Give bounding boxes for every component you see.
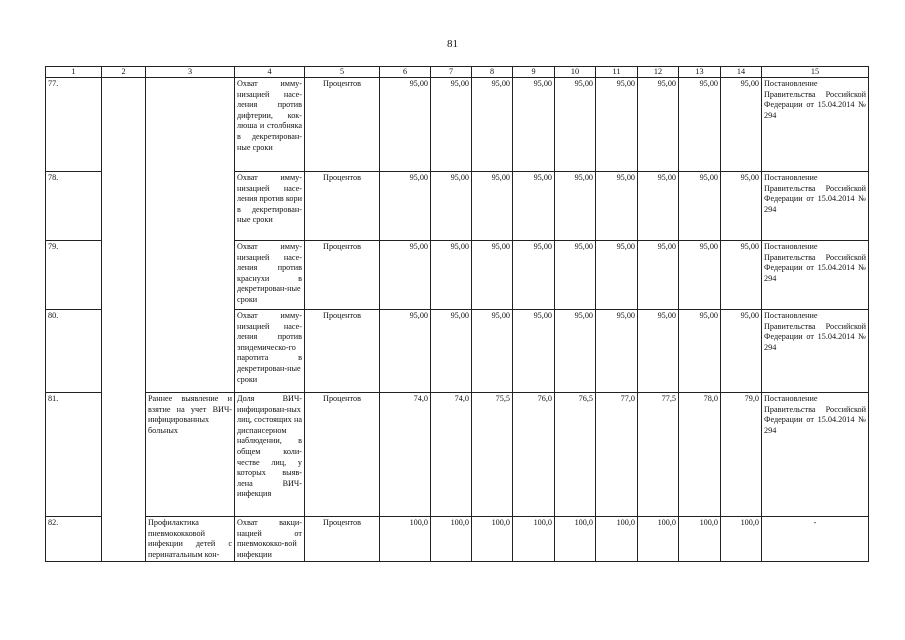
column-number: 6 bbox=[380, 67, 431, 78]
row-number-cell: 82. bbox=[46, 517, 102, 562]
indicator-cell: Доля ВИЧ-инфицирован-ных лиц, состоящих на диспансерном наблюдении, в общем коли-честве лиц, у которых выяв-лена ВИЧ-инфекция bbox=[235, 393, 305, 517]
unit-cell: Процентов bbox=[305, 241, 380, 310]
value-cell: 95,00 bbox=[721, 310, 762, 393]
column-number: 13 bbox=[679, 67, 721, 78]
value-cell: 95,00 bbox=[472, 78, 513, 172]
legal-reference-cell: Постановление Правительства Российской Федерации от 15.04.2014 № 294 bbox=[762, 310, 869, 393]
section-cell bbox=[102, 310, 146, 393]
value-cell: 95,00 bbox=[555, 78, 596, 172]
value-cell: 74,0 bbox=[380, 393, 431, 517]
value-cell: 95,00 bbox=[431, 241, 472, 310]
value-cell: 95,00 bbox=[513, 241, 555, 310]
column-number: 7 bbox=[431, 67, 472, 78]
value-cell: 95,00 bbox=[513, 310, 555, 393]
value-cell: 95,00 bbox=[638, 310, 679, 393]
value-cell: 95,00 bbox=[380, 78, 431, 172]
value-cell: 95,00 bbox=[721, 172, 762, 241]
value-cell: 95,00 bbox=[596, 241, 638, 310]
value-cell: 95,00 bbox=[431, 172, 472, 241]
column-number: 12 bbox=[638, 67, 679, 78]
task-cell bbox=[146, 310, 235, 393]
unit-cell: Процентов bbox=[305, 517, 380, 562]
value-cell: 95,00 bbox=[638, 241, 679, 310]
value-cell: 100,0 bbox=[596, 517, 638, 562]
value-cell: 79,0 bbox=[721, 393, 762, 517]
value-cell: 100,0 bbox=[431, 517, 472, 562]
value-cell: 100,0 bbox=[513, 517, 555, 562]
table-row bbox=[46, 241, 869, 310]
value-cell: 100,0 bbox=[380, 517, 431, 562]
value-cell: 95,00 bbox=[513, 78, 555, 172]
value-cell: 77,5 bbox=[638, 393, 679, 517]
value-cell: 100,0 bbox=[638, 517, 679, 562]
indicator-cell: Охват имму-низацией насе-ления против кори в декретирован-ные сроки bbox=[235, 172, 305, 241]
value-cell: 77,0 bbox=[596, 393, 638, 517]
value-cell: 75,5 bbox=[472, 393, 513, 517]
value-cell: 95,00 bbox=[431, 310, 472, 393]
row-number-cell: 79. bbox=[46, 241, 102, 310]
value-cell: 95,00 bbox=[638, 78, 679, 172]
legal-reference-cell: - bbox=[762, 517, 869, 562]
value-cell: 95,00 bbox=[380, 310, 431, 393]
legal-reference-cell: Постановление Правительства Российской Федерации от 15.04.2014 № 294 bbox=[762, 172, 869, 241]
value-cell: 74,0 bbox=[431, 393, 472, 517]
column-number: 9 bbox=[513, 67, 555, 78]
unit-cell: Процентов bbox=[305, 78, 380, 172]
legal-reference-cell: Постановление Правительства Российской Федерации от 15.04.2014 № 294 bbox=[762, 393, 869, 517]
column-number: 1 bbox=[46, 67, 102, 78]
table-row bbox=[46, 78, 869, 172]
task-cell bbox=[146, 241, 235, 310]
indicator-cell: Охват имму-низацией насе-ления против краснухи в декретирован-ные сроки bbox=[235, 241, 305, 310]
column-number: 8 bbox=[472, 67, 513, 78]
task-cell: Раннее выявление и взятие на учет ВИЧ-инфицированных больных bbox=[146, 393, 235, 517]
table-row bbox=[46, 517, 869, 562]
indicators-table bbox=[45, 66, 869, 562]
value-cell: 95,00 bbox=[380, 241, 431, 310]
row-number-cell: 77. bbox=[46, 78, 102, 172]
task-cell bbox=[146, 78, 235, 172]
value-cell: 76,5 bbox=[555, 393, 596, 517]
value-cell: 95,00 bbox=[721, 78, 762, 172]
value-cell: 100,0 bbox=[679, 517, 721, 562]
section-cell bbox=[102, 78, 146, 172]
column-number: 5 bbox=[305, 67, 380, 78]
indicator-cell: Охват имму-низацией насе-ления против дифтерии, кок-люша и столбняка в декретирован-ные сроки bbox=[235, 78, 305, 172]
value-cell: 100,0 bbox=[472, 517, 513, 562]
column-number: 3 bbox=[146, 67, 235, 78]
value-cell: 95,00 bbox=[679, 310, 721, 393]
legal-reference-cell: Постановление Правительства Российской Федерации от 15.04.2014 № 294 bbox=[762, 78, 869, 172]
task-cell: Профилактика пневмококковой инфекции детей с перинатальным кон- bbox=[146, 517, 235, 562]
indicator-cell: Охват вакци-нацией от пневмококко-вой инфекции bbox=[235, 517, 305, 562]
row-number-cell: 80. bbox=[46, 310, 102, 393]
section-cell bbox=[102, 517, 146, 562]
table-row bbox=[46, 172, 869, 241]
unit-cell: Процентов bbox=[305, 172, 380, 241]
value-cell: 95,00 bbox=[513, 172, 555, 241]
table-row bbox=[46, 393, 869, 517]
section-cell bbox=[102, 393, 146, 517]
value-cell: 95,00 bbox=[555, 310, 596, 393]
legal-reference-cell: Постановление Правительства Российской Федерации от 15.04.2014 № 294 bbox=[762, 241, 869, 310]
value-cell: 95,00 bbox=[596, 172, 638, 241]
column-number: 15 bbox=[762, 67, 869, 78]
column-number: 2 bbox=[102, 67, 146, 78]
unit-cell: Процентов bbox=[305, 310, 380, 393]
value-cell: 78,0 bbox=[679, 393, 721, 517]
value-cell: 100,0 bbox=[721, 517, 762, 562]
row-number-cell: 81. bbox=[46, 393, 102, 517]
value-cell: 100,0 bbox=[555, 517, 596, 562]
value-cell: 95,00 bbox=[472, 241, 513, 310]
unit-cell: Процентов bbox=[305, 393, 380, 517]
column-number: 11 bbox=[596, 67, 638, 78]
section-cell bbox=[102, 241, 146, 310]
value-cell: 95,00 bbox=[638, 172, 679, 241]
section-cell bbox=[102, 172, 146, 241]
row-number-cell: 78. bbox=[46, 172, 102, 241]
value-cell: 95,00 bbox=[679, 241, 721, 310]
page-number: 81 bbox=[447, 38, 458, 50]
task-cell bbox=[146, 172, 235, 241]
column-number-row bbox=[46, 67, 869, 78]
value-cell: 95,00 bbox=[679, 172, 721, 241]
value-cell: 95,00 bbox=[596, 310, 638, 393]
column-number: 14 bbox=[721, 67, 762, 78]
value-cell: 95,00 bbox=[472, 310, 513, 393]
table-row bbox=[46, 310, 869, 393]
value-cell: 95,00 bbox=[596, 78, 638, 172]
value-cell: 76,0 bbox=[513, 393, 555, 517]
indicator-cell: Охват имму-низацией насе-ления против эпидемическо-го паротита в декретирован-ные сроки bbox=[235, 310, 305, 393]
value-cell: 95,00 bbox=[555, 172, 596, 241]
value-cell: 95,00 bbox=[472, 172, 513, 241]
value-cell: 95,00 bbox=[721, 241, 762, 310]
value-cell: 95,00 bbox=[679, 78, 721, 172]
value-cell: 95,00 bbox=[431, 78, 472, 172]
value-cell: 95,00 bbox=[380, 172, 431, 241]
value-cell: 95,00 bbox=[555, 241, 596, 310]
column-number: 4 bbox=[235, 67, 305, 78]
column-number: 10 bbox=[555, 67, 596, 78]
